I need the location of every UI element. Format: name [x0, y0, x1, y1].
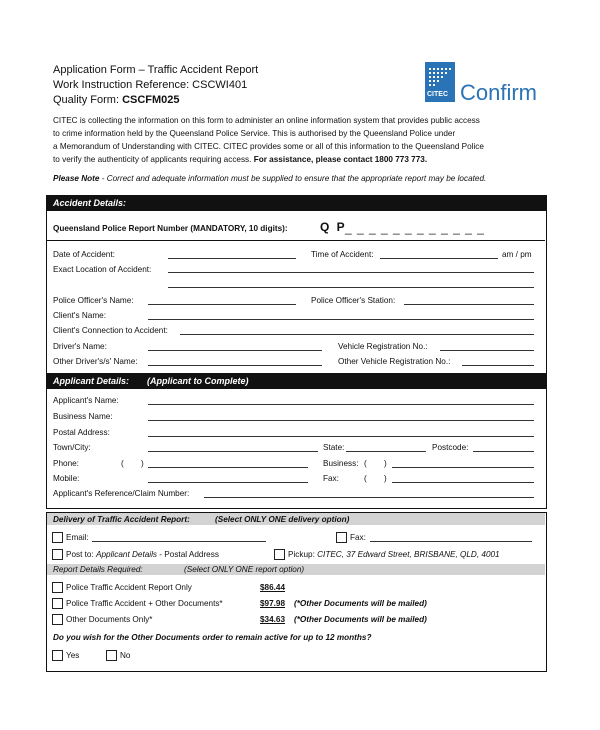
- yes-checkbox[interactable]: [52, 650, 63, 661]
- location-field-2[interactable]: [168, 287, 534, 288]
- business-phone-label: Business:: [323, 459, 359, 468]
- phone-paren-open: (: [121, 459, 124, 468]
- applicant-section-title: Applicant Details:: [53, 376, 130, 386]
- time-label: Time of Accident:: [311, 250, 374, 259]
- drivers-name-label: Driver's Name:: [53, 342, 107, 351]
- report-opt3-note: (*Other Documents will be mailed): [294, 615, 427, 624]
- officer-station-label: Police Officer's Station:: [311, 296, 396, 305]
- intro-line-2: to crime information held by the Queensland Police Service. This is authorised by the Queensland Police under: [53, 129, 456, 138]
- time-field[interactable]: [380, 258, 498, 259]
- vehicle-reg-field[interactable]: [440, 350, 534, 351]
- report-sub: (Select ONLY ONE report option): [184, 565, 305, 574]
- quality-form-label: Quality Form:: [53, 94, 123, 106]
- officer-name-field[interactable]: [148, 304, 296, 305]
- citec-logo: [425, 62, 455, 102]
- client-connection-field[interactable]: [180, 334, 534, 335]
- postcode-label: Postcode:: [432, 443, 469, 452]
- phone-label: Phone:: [53, 459, 79, 468]
- officer-station-field[interactable]: [404, 304, 534, 305]
- post-italic: Applicant Details: [96, 550, 158, 559]
- report-opt1-checkbox[interactable]: [52, 582, 63, 593]
- logo-citec-text: CITEC: [427, 91, 448, 98]
- fax-delivery-field[interactable]: [370, 541, 532, 542]
- officer-name-label: Police Officer's Name:: [53, 296, 134, 305]
- report-opt3-checkbox[interactable]: [52, 614, 63, 625]
- delivery-header: [47, 513, 545, 525]
- fax-paren-close: ): [384, 474, 387, 483]
- client-connection-label: Client's Connection to Accident:: [53, 326, 168, 335]
- other-vehicle-reg-field[interactable]: [462, 365, 534, 366]
- business-phone-field[interactable]: [392, 467, 534, 468]
- report-opt2-note: (*Other Documents will be mailed): [294, 599, 427, 608]
- logo-brand-text: Confirm: [460, 80, 538, 105]
- applicant-name-label: Applicant's Name:: [53, 396, 119, 405]
- accident-section-header: [46, 195, 546, 211]
- email-checkbox[interactable]: [52, 532, 63, 543]
- phone-paren-close: ): [141, 459, 144, 468]
- reference-field[interactable]: [204, 497, 534, 498]
- pickup-address: CITEC, 37 Edward Street, BRISBANE, QLD, 4001: [317, 550, 500, 559]
- date-field[interactable]: [168, 258, 296, 259]
- work-instruction: Work Instruction Reference: CSCWI401: [53, 79, 248, 91]
- reference-label: Applicant's Reference/Claim Number:: [53, 489, 190, 498]
- town-label: Town/City:: [53, 443, 91, 452]
- post-checkbox[interactable]: [52, 549, 63, 560]
- report-number-label: Queensland Police Report Number (MANDATORY, 10 digits):: [53, 224, 288, 233]
- delivery-title: Delivery of Traffic Accident Report:: [53, 515, 190, 524]
- quality-form-code: CSCFM025: [122, 94, 180, 106]
- other-drivers-label: Other Driver's/s' Name:: [53, 357, 138, 366]
- report-opt1-price: $86.44: [260, 583, 286, 592]
- state-field[interactable]: [346, 451, 426, 452]
- client-name-label: Client's Name:: [53, 311, 106, 320]
- please-note-text: - Correct and adequate information must be supplied to ensure that the appropriate report may be located.: [99, 174, 487, 183]
- location-field[interactable]: [168, 272, 534, 273]
- client-name-field[interactable]: [148, 319, 534, 320]
- report-title: Report Details Required:: [53, 565, 143, 574]
- pickup-prefix: Pickup:: [288, 550, 318, 559]
- intro-line-1: CITEC is collecting the information on this form to administer an online information system that provides public access: [53, 116, 480, 125]
- fax-paren-open: (: [364, 474, 367, 483]
- email-label: Email:: [66, 533, 89, 542]
- vehicle-reg-label: Vehicle Registration No.:: [338, 342, 428, 351]
- report-opt1-label: Police Traffic Accident Report Only: [66, 583, 192, 592]
- report-number-input[interactable]: _ _ _ _ _ _ _ _ _ _ _ _: [345, 221, 485, 235]
- mobile-label: Mobile:: [53, 474, 80, 483]
- other-vehicle-reg-label: Other Vehicle Registration No.:: [338, 357, 451, 366]
- please-note: [53, 174, 486, 183]
- please-note-label: Please Note: [53, 174, 100, 183]
- pickup-checkbox[interactable]: [274, 549, 285, 560]
- assistance-phone: For assistance, please contact 1800 773 773.: [253, 155, 428, 164]
- applicant-section-header: [46, 373, 546, 389]
- fax-delivery-checkbox[interactable]: [336, 532, 347, 543]
- intro-line-4: [53, 155, 427, 164]
- report-number-prefix: Q P: [320, 220, 347, 234]
- form-title: Application Form – Traffic Accident Report: [53, 64, 259, 76]
- report-opt2-label: Police Traffic Accident + Other Documents*: [66, 599, 223, 608]
- town-field[interactable]: [148, 451, 318, 452]
- ampm-label: am / pm: [502, 250, 532, 259]
- postcode-field[interactable]: [473, 451, 534, 452]
- pickup-option: [288, 550, 500, 559]
- report-opt3-price: $34.63: [260, 615, 286, 624]
- post-prefix: Post to:: [66, 550, 97, 559]
- delivery-box: [46, 512, 547, 672]
- accident-section-title: Accident Details:: [53, 198, 127, 208]
- business-name-label: Business Name:: [53, 412, 113, 421]
- keep-active-question: Do you wish for the Other Documents order to remain active for up to 12 months?: [53, 633, 372, 642]
- intro-line-3: a Memorandum of Understanding with CITEC. CITEC provides some or all of this information to the Queensland Police: [53, 142, 484, 151]
- intro-line-4-text: to verify the authenticity of applicants requiring access.: [53, 155, 254, 164]
- applicant-name-field[interactable]: [148, 404, 534, 405]
- report-opt2-checkbox[interactable]: [52, 598, 63, 609]
- report-opt2-price: $97.98: [260, 599, 286, 608]
- report-opt3-label: Other Documents Only*: [66, 615, 153, 624]
- applicant-section-sub: (Applicant to Complete): [147, 376, 249, 386]
- phone-field[interactable]: [148, 467, 308, 468]
- post-option: [66, 550, 219, 559]
- yes-label: Yes: [66, 651, 80, 660]
- dot-grid-icon: [425, 64, 455, 94]
- business-name-field[interactable]: [148, 420, 534, 421]
- post-suffix: - Postal Address: [157, 550, 219, 559]
- postal-address-label: Postal Address:: [53, 428, 110, 437]
- no-label: No: [120, 651, 131, 660]
- mobile-field[interactable]: [148, 482, 308, 483]
- location-label: Exact Location of Accident:: [53, 265, 152, 274]
- email-field[interactable]: [92, 541, 266, 542]
- no-checkbox[interactable]: [106, 650, 117, 661]
- state-label: State:: [323, 443, 345, 452]
- drivers-name-field[interactable]: [148, 350, 322, 351]
- fax-label: Fax:: [323, 474, 339, 483]
- report-header: [47, 564, 545, 575]
- quality-form: [53, 94, 180, 106]
- postal-address-field[interactable]: [148, 436, 534, 437]
- fax-delivery-label: Fax:: [350, 533, 366, 542]
- business-phone-paren-close: ): [384, 459, 387, 468]
- fax-field[interactable]: [392, 482, 534, 483]
- business-phone-paren-open: (: [364, 459, 367, 468]
- delivery-sub: (Select ONLY ONE delivery option): [215, 515, 350, 524]
- date-label: Date of Accident:: [53, 250, 115, 259]
- other-drivers-field[interactable]: [148, 365, 322, 366]
